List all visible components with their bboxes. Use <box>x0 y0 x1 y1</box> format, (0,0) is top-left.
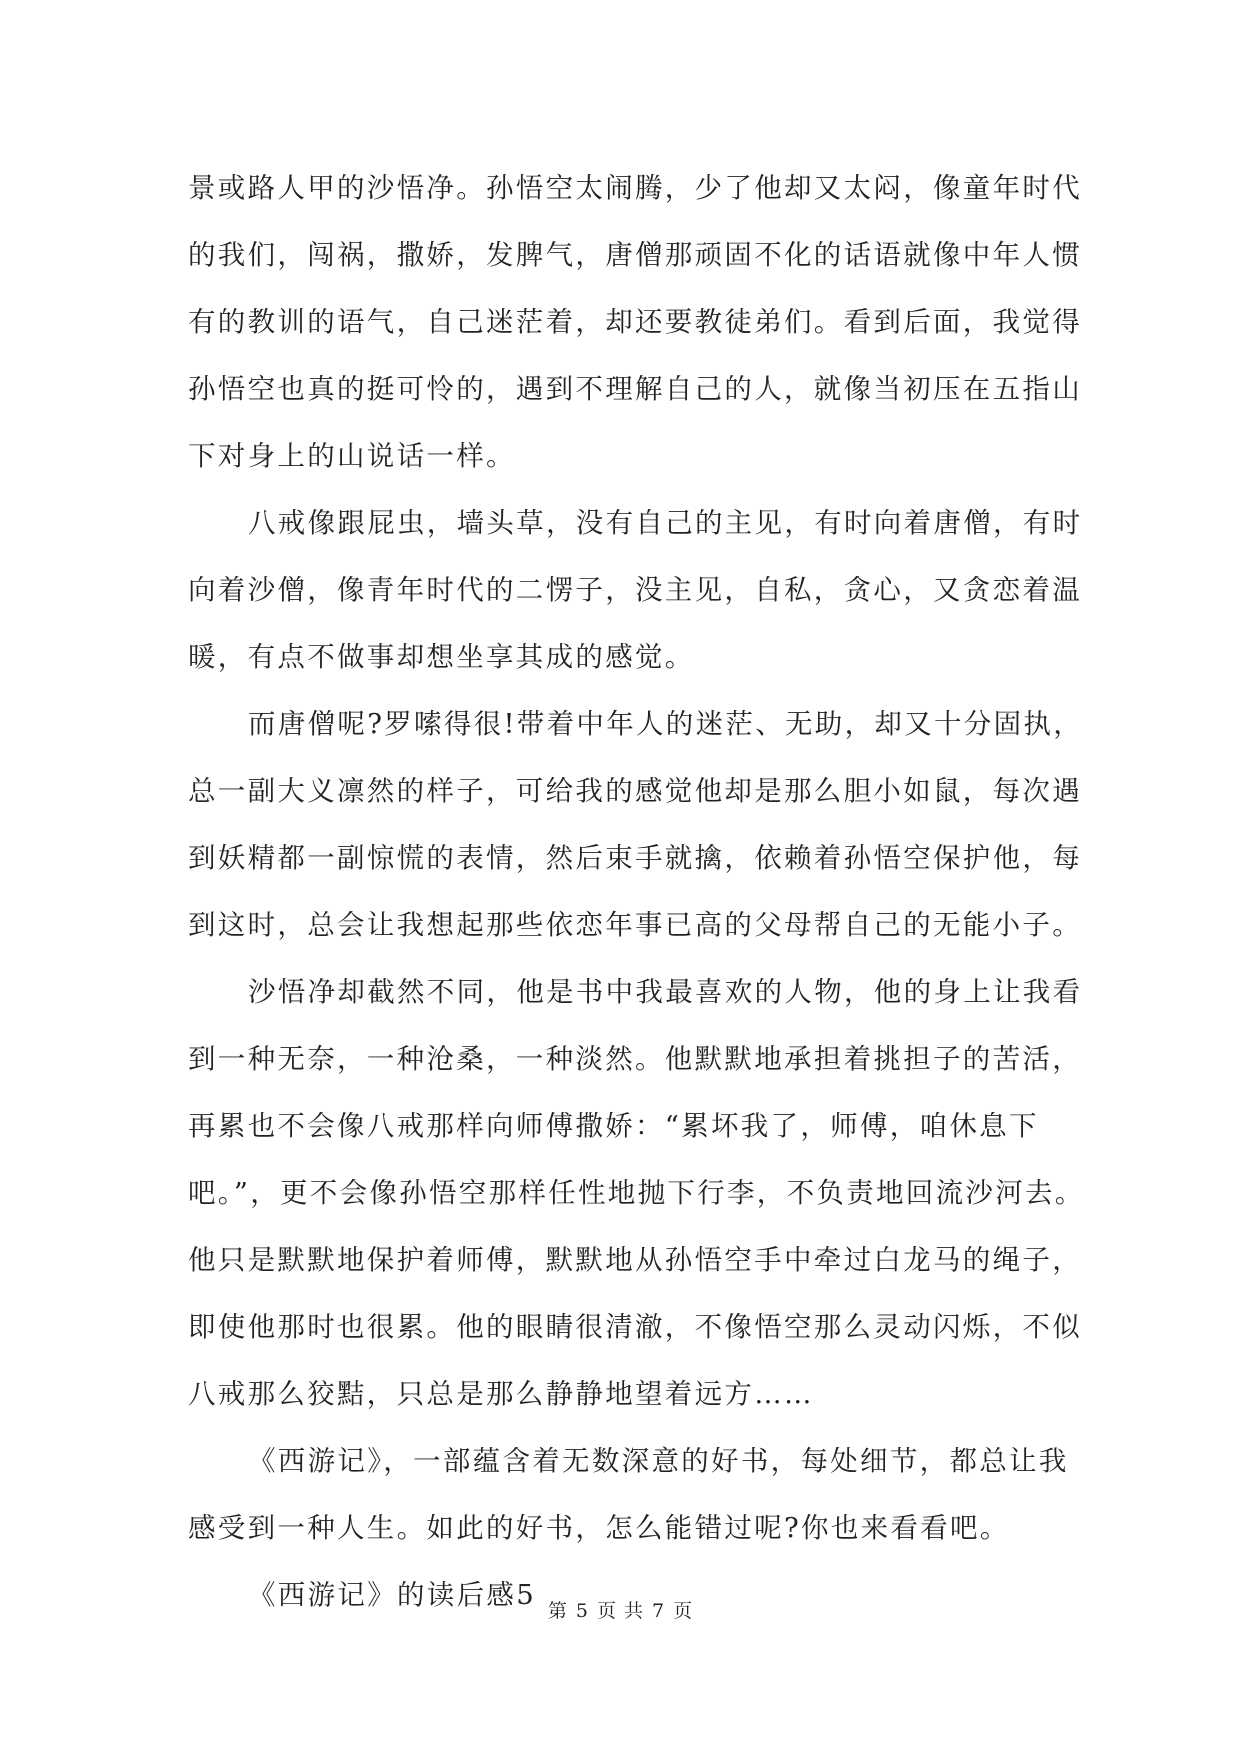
text-line: 有的教训的语气，自己迷茫着，却还要教徒弟们。看到后面，我觉得 <box>188 306 1082 338</box>
text-line: 再累也不会像八戒那样向师傅撒娇：“累坏我了，师傅，咱休息下 <box>188 1110 1039 1142</box>
text-line: 感受到一种人生。如此的好书，怎么能错过呢?你也来看看吧。 <box>188 1512 1010 1544</box>
paragraph-5 <box>188 1428 1069 1562</box>
page-number: 5 <box>575 1600 589 1622</box>
text-line: 吧。”，更不会像孙悟空那样任性地抛下行李，不负责地回流沙河去。 <box>188 1177 1085 1209</box>
text-line: 暖，有点不做事却想坐享其成的感觉。 <box>188 641 695 673</box>
text-line: 下对身上的山说话一样。 <box>188 440 516 472</box>
paragraph-3 <box>188 691 1083 959</box>
text-line: 到这时，总会让我想起那些依恋年事已高的父母帮自己的无能小子。 <box>188 909 1082 941</box>
paragraph-4 <box>188 959 1085 1428</box>
document-body <box>188 155 1085 1629</box>
paragraph-2 <box>188 490 1083 691</box>
text-line: 他只是默默地保护着师傅，默默地从孙悟空手中牵过白龙马的绳子， <box>188 1244 1082 1276</box>
text-line: 到妖精都一副惊慌的表情，然后束手就擒，依赖着孙悟空保护他，每 <box>188 842 1082 874</box>
footer-suffix: 页 <box>673 1600 694 1622</box>
text-line: 八戒那么狡黠，只总是那么静静地望着远方…… <box>188 1378 814 1410</box>
text-line: 八戒像跟屁虫，墙头草，没有自己的主见，有时向着唐僧，有时 <box>248 507 1083 539</box>
text-line: 《西游记》，一部蕴含着无数深意的好书，每处细节，都总让我 <box>248 1445 1069 1477</box>
text-line: 孙悟空也真的挺可怜的，遇到不理解自己的人，就像当初压在五指山 <box>188 373 1082 405</box>
text-line: 的我们，闯祸，撒娇，发脾气，唐僧那顽固不化的话语就像中年人惯 <box>188 239 1082 271</box>
text-line: 即使他那时也很累。他的眼睛很清澈，不像悟空那么灵动闪烁，不似 <box>188 1311 1082 1343</box>
total-pages: 7 <box>652 1600 666 1622</box>
text-line: 沙悟净却截然不同，他是书中我最喜欢的人物，他的身上让我看 <box>248 976 1083 1008</box>
page-footer <box>0 1596 1241 1623</box>
text-line: 景或路人甲的沙悟净。孙悟空太闹腾，少了他却又太闷，像童年时代 <box>188 172 1082 204</box>
text-line: 《西游记》的读后感5 <box>248 1579 536 1611</box>
text-line: 而唐僧呢?罗嗦得很!带着中年人的迷茫、无助，却又十分固执， <box>248 708 1083 740</box>
footer-prefix: 第 <box>547 1600 568 1622</box>
text-line: 总一副大义凛然的样子，可给我的感觉他却是那么胆小如鼠，每次遇 <box>188 775 1082 807</box>
text-line: 向着沙僧，像青年时代的二愣子，没主见，自私，贪心，又贪恋着温 <box>188 574 1082 606</box>
footer-middle: 页 共 <box>596 1600 645 1622</box>
text-line: 到一种无奈，一种沧桑，一种淡然。他默默地承担着挑担子的苦活， <box>188 1043 1082 1075</box>
paragraph-1 <box>188 155 1082 490</box>
